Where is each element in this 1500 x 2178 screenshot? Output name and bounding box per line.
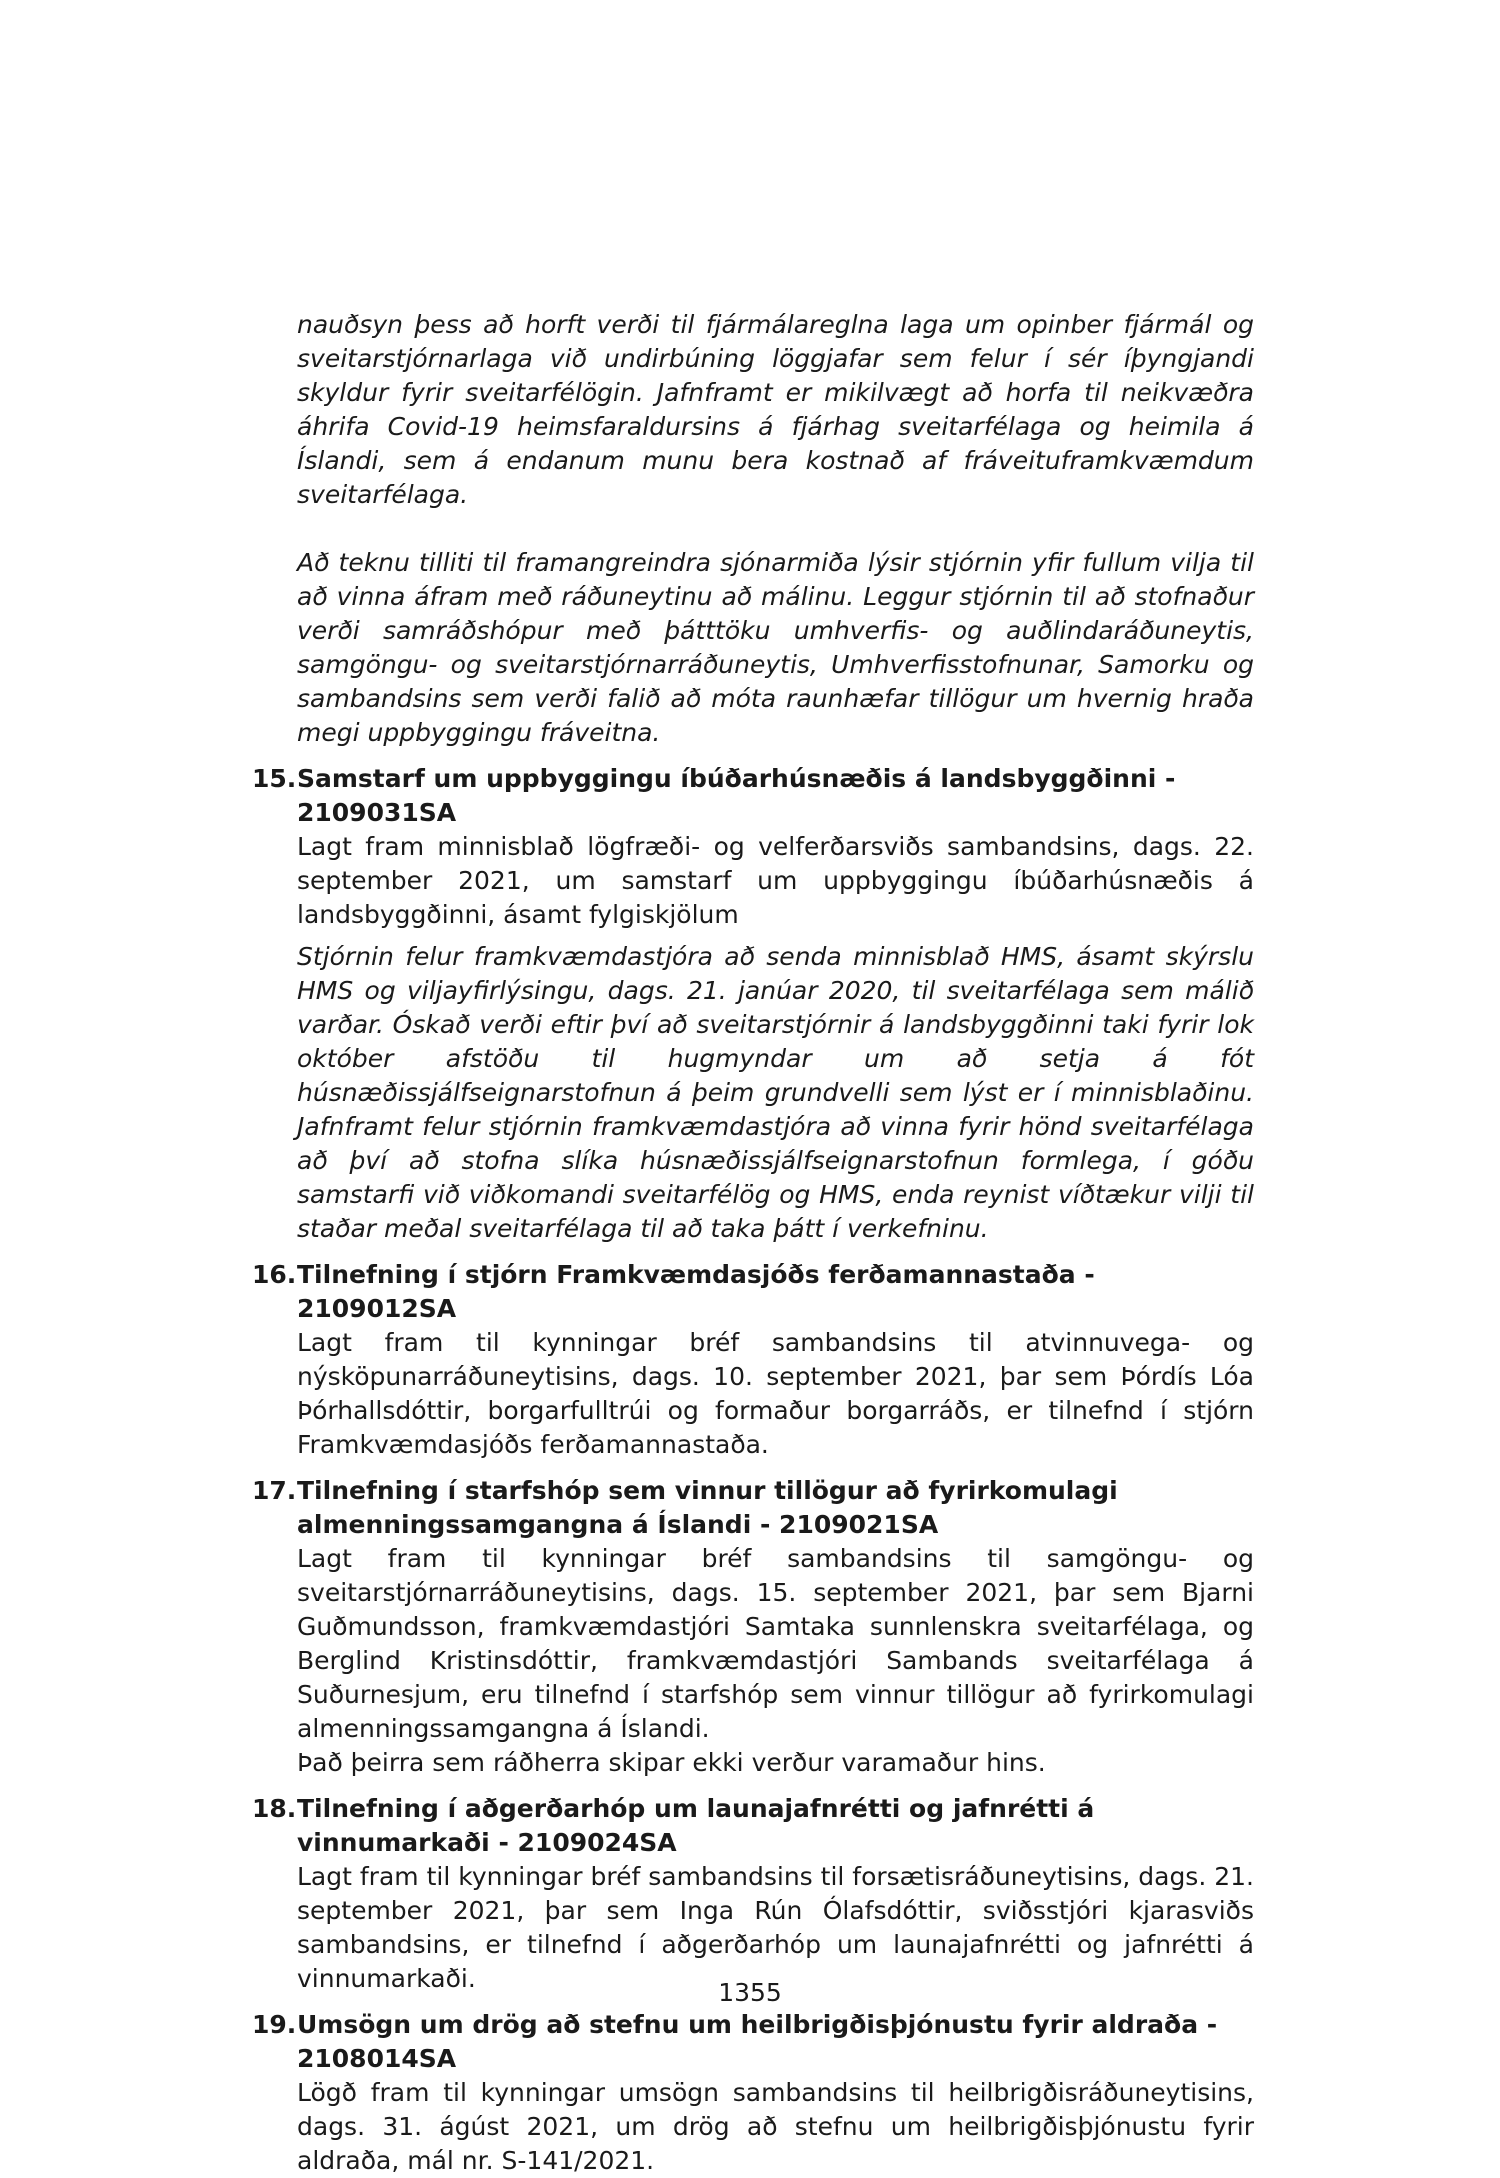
intro-paragraph-1: nauðsyn þess að horft verði til fjármálareglna laga um opinber fjármál og sveitarstjórnarlaga við undirbúning löggjafar sem felur í sér íþyngjandi skyldur fyrir sveitarfélögin. Jafnframt er mikilvægt að horfa til neikvæðra áhrifa Covid-19 heimsfaraldursins á fjárhag sveitarfélaga og heimila á Íslandi, sem á endanum munu bera kostnað af fráveituframkvæmdum sveitarfélaga. [297,310,1254,509]
item-17-note: Það þeirra sem ráðherra skipar ekki verður varamaður hins. [297,1748,1046,1777]
item-18-title: Tilnefning í aðgerðarhóp um launajafnrétti og jafnrétti á vinnumarkaði - 2109024SA [297,1794,1095,1857]
item-17-heading [252,1474,1254,1542]
item-15-number: 15. [252,764,297,793]
item-18-heading [252,1792,1254,1860]
item-16-title: Tilnefning í stjórn Framkvæmdasjóðs ferðamannastaða - 2109012SA [297,1260,1095,1323]
item-16-body: Lagt fram til kynningar bréf sambandsins til atvinnuvega- og nýsköpunarráðuneytisins, dags. 10. september 2021, þar sem Þórdís Lóa Þórhallsdóttir, borgarfulltrúi og formaður borgarráðs, er tilnefnd í stjórn Framkvæmdasjóðs ferðamannastaða. [297,1328,1254,1459]
item-17-title [297,1474,1254,1542]
item-17-title-line-1: Tilnefning í starfshóp sem vinnur tillögur að fyrirkomulagi [297,1476,1118,1505]
agenda-item-19 [252,2008,1254,2178]
page-content [252,308,1254,2178]
item-17-title-line-2: almenningssamgangna á Íslandi - 2109021SA [297,1510,939,1539]
item-15-body: Lagt fram minnisblað lögfræði- og velferðarsviðs sambandsins, dags. 22. september 2021, um samstarf um uppbyggingu íbúðarhúsnæðis á landsbyggðinni, ásamt fylgiskjölum [297,832,1254,929]
item-16-heading [252,1258,1254,1326]
agenda-item-15 [252,762,1254,1246]
item-18-body: Lagt fram til kynningar bréf sambandsins til forsætisráðuneytisins, dags. 21. september 2021, þar sem Inga Rún Ólafsdóttir, sviðsstjóri kjarasviðs sambandsins, er tilnefnd í aðgerðarhóp um launajafnrétti og jafnrétti á vinnumarkaði. [297,1862,1254,1993]
item-19-number: 19. [252,2010,297,2039]
item-19-heading [252,2008,1254,2076]
item-15-heading [252,762,1254,830]
agenda-item-16 [252,1258,1254,1462]
item-17-number: 17. [252,1476,297,1505]
intro-paragraph-2: Að teknu tilliti til framangreindra sjónarmiða lýsir stjórnin yfir fullum vilja til að vinna áfram með ráðuneytinu að málinu. Leggur stjórnin til að stofnaður verði samráðshópur með þátttöku umhverfis- og auðlindaráðuneytis, samgöngu- og sveitarstjórnarráðuneytis, Umhverfisstofnunar, Samorku og sambandsins sem verði falið að móta raunhæfar tillögur um hvernig hraða megi uppbyggingu fráveitna. [297,548,1254,747]
item-16-number: 16. [252,1260,297,1289]
item-17-body: Lagt fram til kynningar bréf sambandsins til samgöngu- og sveitarstjórnarráðuneytisins, dags. 15. september 2021, þar sem Bjarni Guðmundsson, framkvæmdastjóri Samtaka sunnlenskra sveitarfélaga, og Berglind Kristinsdóttir, framkvæmdastjóri Sambands sveitarfélaga á Suðurnesjum, eru tilnefnd í starfshóp sem vinnur tillögur að fyrirkomulagi almenningssamgangna á Íslandi. [297,1544,1254,1743]
agenda-item-18 [252,1792,1254,1996]
item-19-body: Lögð fram til kynningar umsögn sambandsins til heilbrigðisráðuneytisins, dags. 31. ágúst 2021, um drög að stefnu um heilbrigðisþjónustu fyrir aldraða, mál nr. S-141/2021. [297,2078,1254,2175]
item-18-number: 18. [252,1794,297,1823]
agenda-item-17 [252,1474,1254,1780]
page-number: 1355 [718,1978,782,2007]
item-15-title: Samstarf um uppbyggingu íbúðarhúsnæðis á landsbyggðinni - 2109031SA [297,764,1176,827]
item-15-decision: Stjórnin felur framkvæmdastjóra að senda minnisblað HMS, ásamt skýrslu HMS og viljayfirlýsingu, dags. 21. janúar 2020, til sveitarfélaga sem málið varðar. Óskað verði eftir því að sveitarstjórnir á landsbyggðinni taki fyrir lok október afstöðu til hugmyndar um að setja á fót húsnæðissjálfseignarstofnun á þeim grundvelli sem lýst er í minnisblaðinu. Jafnframt felur stjórnin framkvæmdastjóra að vinna fyrir hönd sveitarfélaga að því að stofna slíka húsnæðissjálfseignarstofnun formlega, í góðu samstarfi við viðkomandi sveitarfélög og HMS, enda reynist víðtækur vilji til staðar meðal sveitarfélaga til að taka þátt í verkefninu. [297,942,1254,1243]
item-19-title: Umsögn um drög að stefnu um heilbrigðisþjónustu fyrir aldraða - 2108014SA [297,2010,1218,2073]
